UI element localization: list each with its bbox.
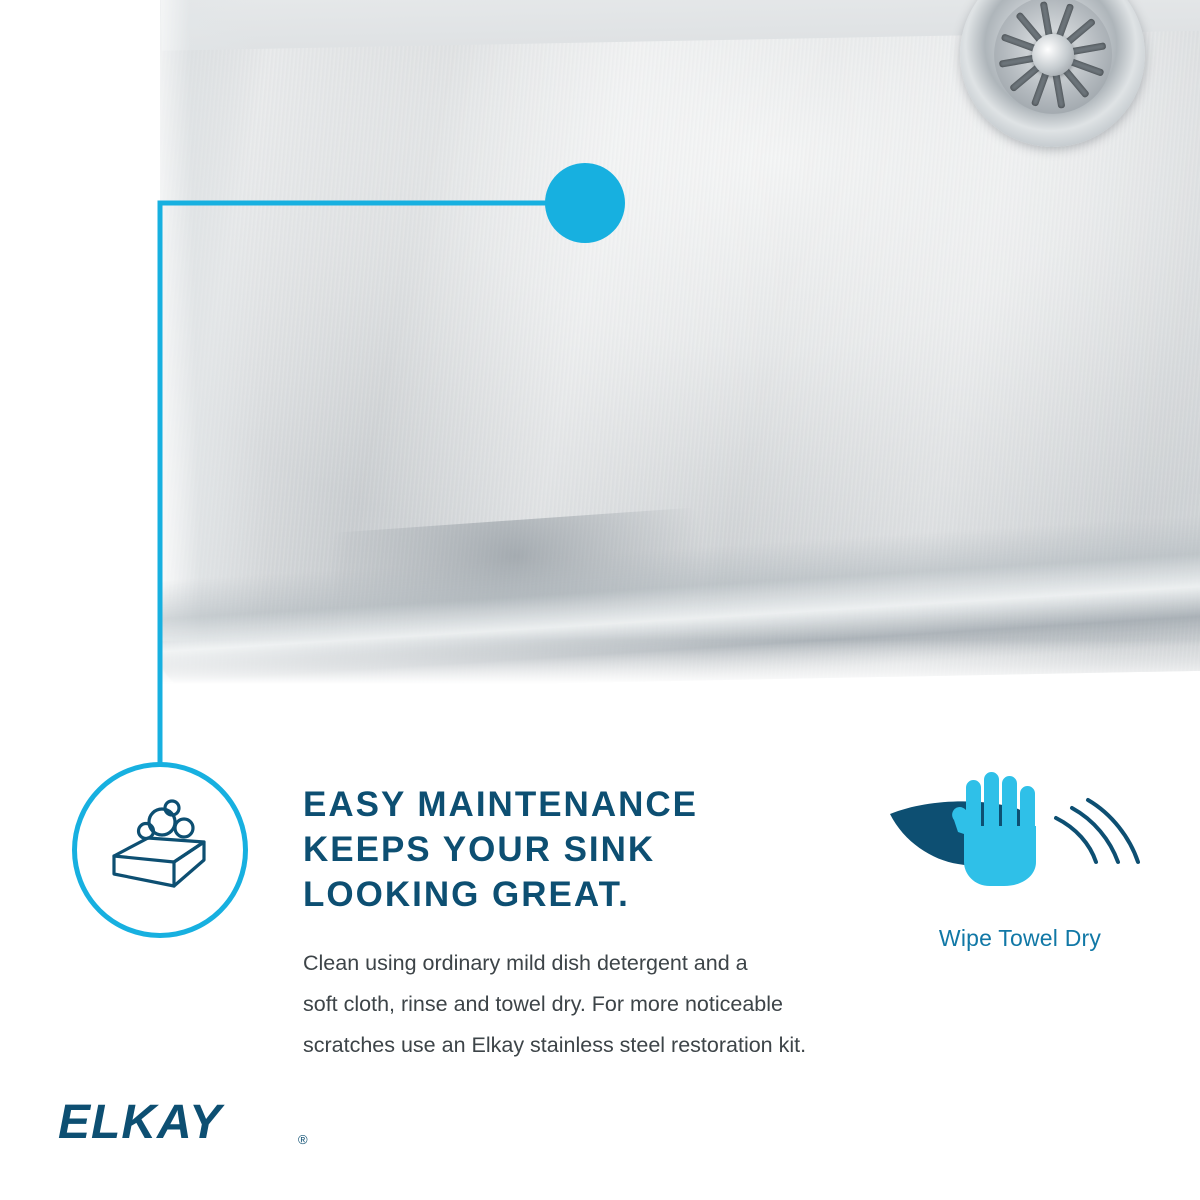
wipe-towel-dry-block xyxy=(880,770,1160,980)
sponge-badge xyxy=(72,762,248,938)
elkay-logo xyxy=(58,1096,318,1152)
svg-text:ELKAY: ELKAY xyxy=(58,1096,223,1149)
sink-left-edge xyxy=(143,0,268,641)
elkay-wordmark-icon xyxy=(58,1096,318,1152)
body-line-1: Clean using ordinary mild dish detergent and a xyxy=(303,951,748,975)
sponge-suds-icon xyxy=(104,798,216,902)
hand-wiping-cloth-icon xyxy=(880,770,1160,920)
wipe-caption: Wipe Towel Dry xyxy=(938,925,1102,951)
photo-bottom-fade xyxy=(0,640,1200,700)
body-line-2: soft cloth, rinse and towel dry. For more noticeable xyxy=(303,992,783,1016)
headline-line-1: EASY MAINTENANCE xyxy=(303,785,699,824)
headline-line-3: LOOKING GREAT. xyxy=(303,875,630,914)
body-copy xyxy=(303,943,903,1066)
headline-line-2: KEEPS YOUR SINK xyxy=(303,830,656,869)
body-line-3: scratches use an Elkay stainless steel restoration kit. xyxy=(303,1033,807,1057)
photo-left-margin xyxy=(0,0,160,700)
registered-mark: ® xyxy=(298,1132,308,1147)
headline xyxy=(303,782,863,917)
drain-strainer-plate xyxy=(984,0,1121,123)
